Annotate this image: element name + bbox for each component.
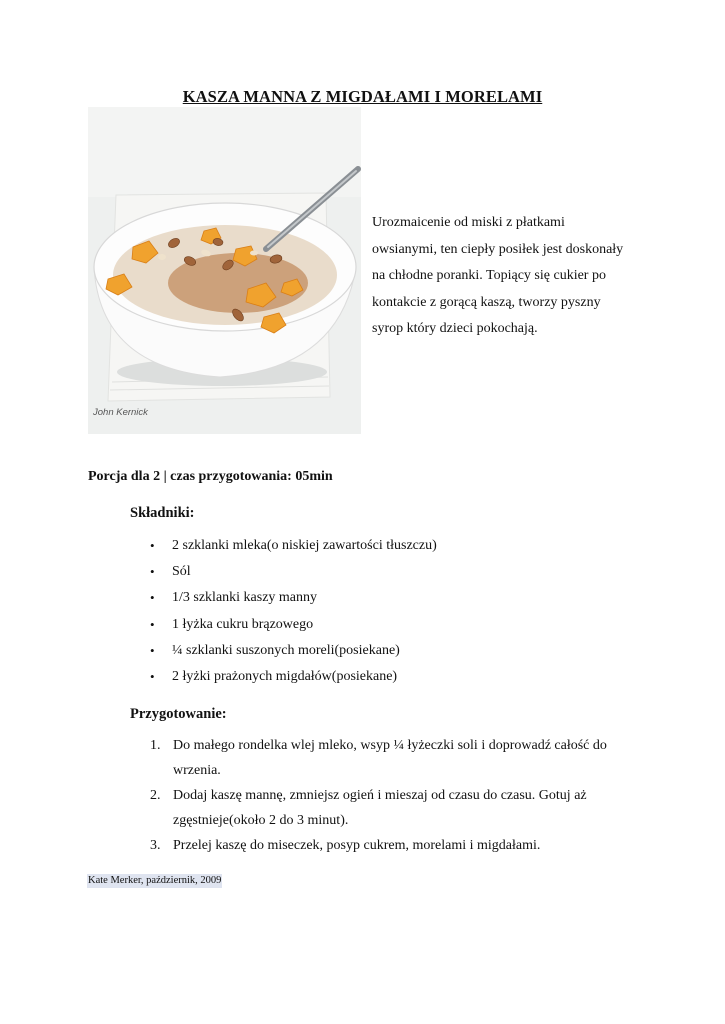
step-text: Do małego rondelka wlej mleko, wsyp ¼ łyżeczki soli i doprowadź całość do wrzenia.	[173, 738, 607, 778]
recipe-photo	[88, 107, 361, 434]
list-item	[150, 664, 437, 690]
list-item	[150, 585, 437, 611]
step-text: Dodaj kaszę mannę, zmniejsz ogień i mieszaj od czasu do czasu. Gotuj aż zgęstnieje(około 2 do 3 minut).	[173, 788, 587, 828]
portion-info: Porcja dla 2 | czas przygotowania: 05min	[88, 469, 333, 484]
ingredient-text: 2 łyżki prażonych migdałów(posiekane)	[172, 668, 398, 684]
bullet-icon: •	[150, 564, 155, 580]
list-item	[150, 783, 640, 833]
ingredients-list	[150, 533, 437, 690]
list-item	[150, 612, 437, 638]
page-title: KASZA MANNA Z MIGDAŁAMI I MORELAMI	[182, 87, 543, 106]
bullet-icon: •	[150, 616, 155, 632]
step-number: 3.	[150, 838, 161, 853]
bullet-icon: •	[150, 642, 155, 658]
ingredient-text: 2 szklanki mleka(o niskiej zawartości tłuszczu)	[172, 538, 437, 553]
ingredient-text: 1/3 szklanki kaszy manny	[172, 590, 318, 606]
bowl-illustration	[88, 107, 361, 434]
bullet-icon: •	[150, 668, 155, 684]
step-number: 1.	[150, 738, 161, 753]
intro-line: Urozmaicenie od miski z płatkami	[372, 215, 565, 230]
ingredient-text: ¼ szklanki suszonych moreli(posiekane)	[172, 642, 400, 658]
list-item	[150, 533, 437, 559]
intro-line: kontakcie z gorącą kaszą, tworzy pyszny	[372, 294, 601, 310]
step-text: Przelej kaszę do miseczek, posyp cukrem, morelami i migdałami.	[173, 838, 541, 853]
list-item	[150, 733, 640, 783]
ingredient-text: Sól	[172, 564, 191, 580]
list-item	[150, 559, 437, 585]
bullet-icon: •	[150, 538, 155, 553]
list-item	[150, 638, 437, 664]
intro-line: na chłodne poranki. Topiący się cukier po	[372, 268, 606, 283]
author-footer: Kate Merker, październik, 2009	[88, 875, 222, 886]
ingredient-text: 1 łyżka cukru brązowego	[172, 616, 314, 632]
intro-line: owsianymi, ten ciepły posiłek jest doskonały	[372, 241, 624, 257]
intro-text	[372, 210, 652, 343]
step-number: 2.	[150, 788, 161, 803]
photo-credit: John Kernick	[93, 407, 148, 418]
list-item	[150, 833, 640, 858]
bullet-icon: •	[150, 590, 155, 606]
intro-line: syrop który dzieci pokochają.	[372, 321, 538, 336]
ingredients-heading: Składniki:	[130, 505, 195, 521]
preparation-steps	[150, 733, 640, 858]
preparation-heading: Przygotowanie:	[130, 706, 227, 722]
